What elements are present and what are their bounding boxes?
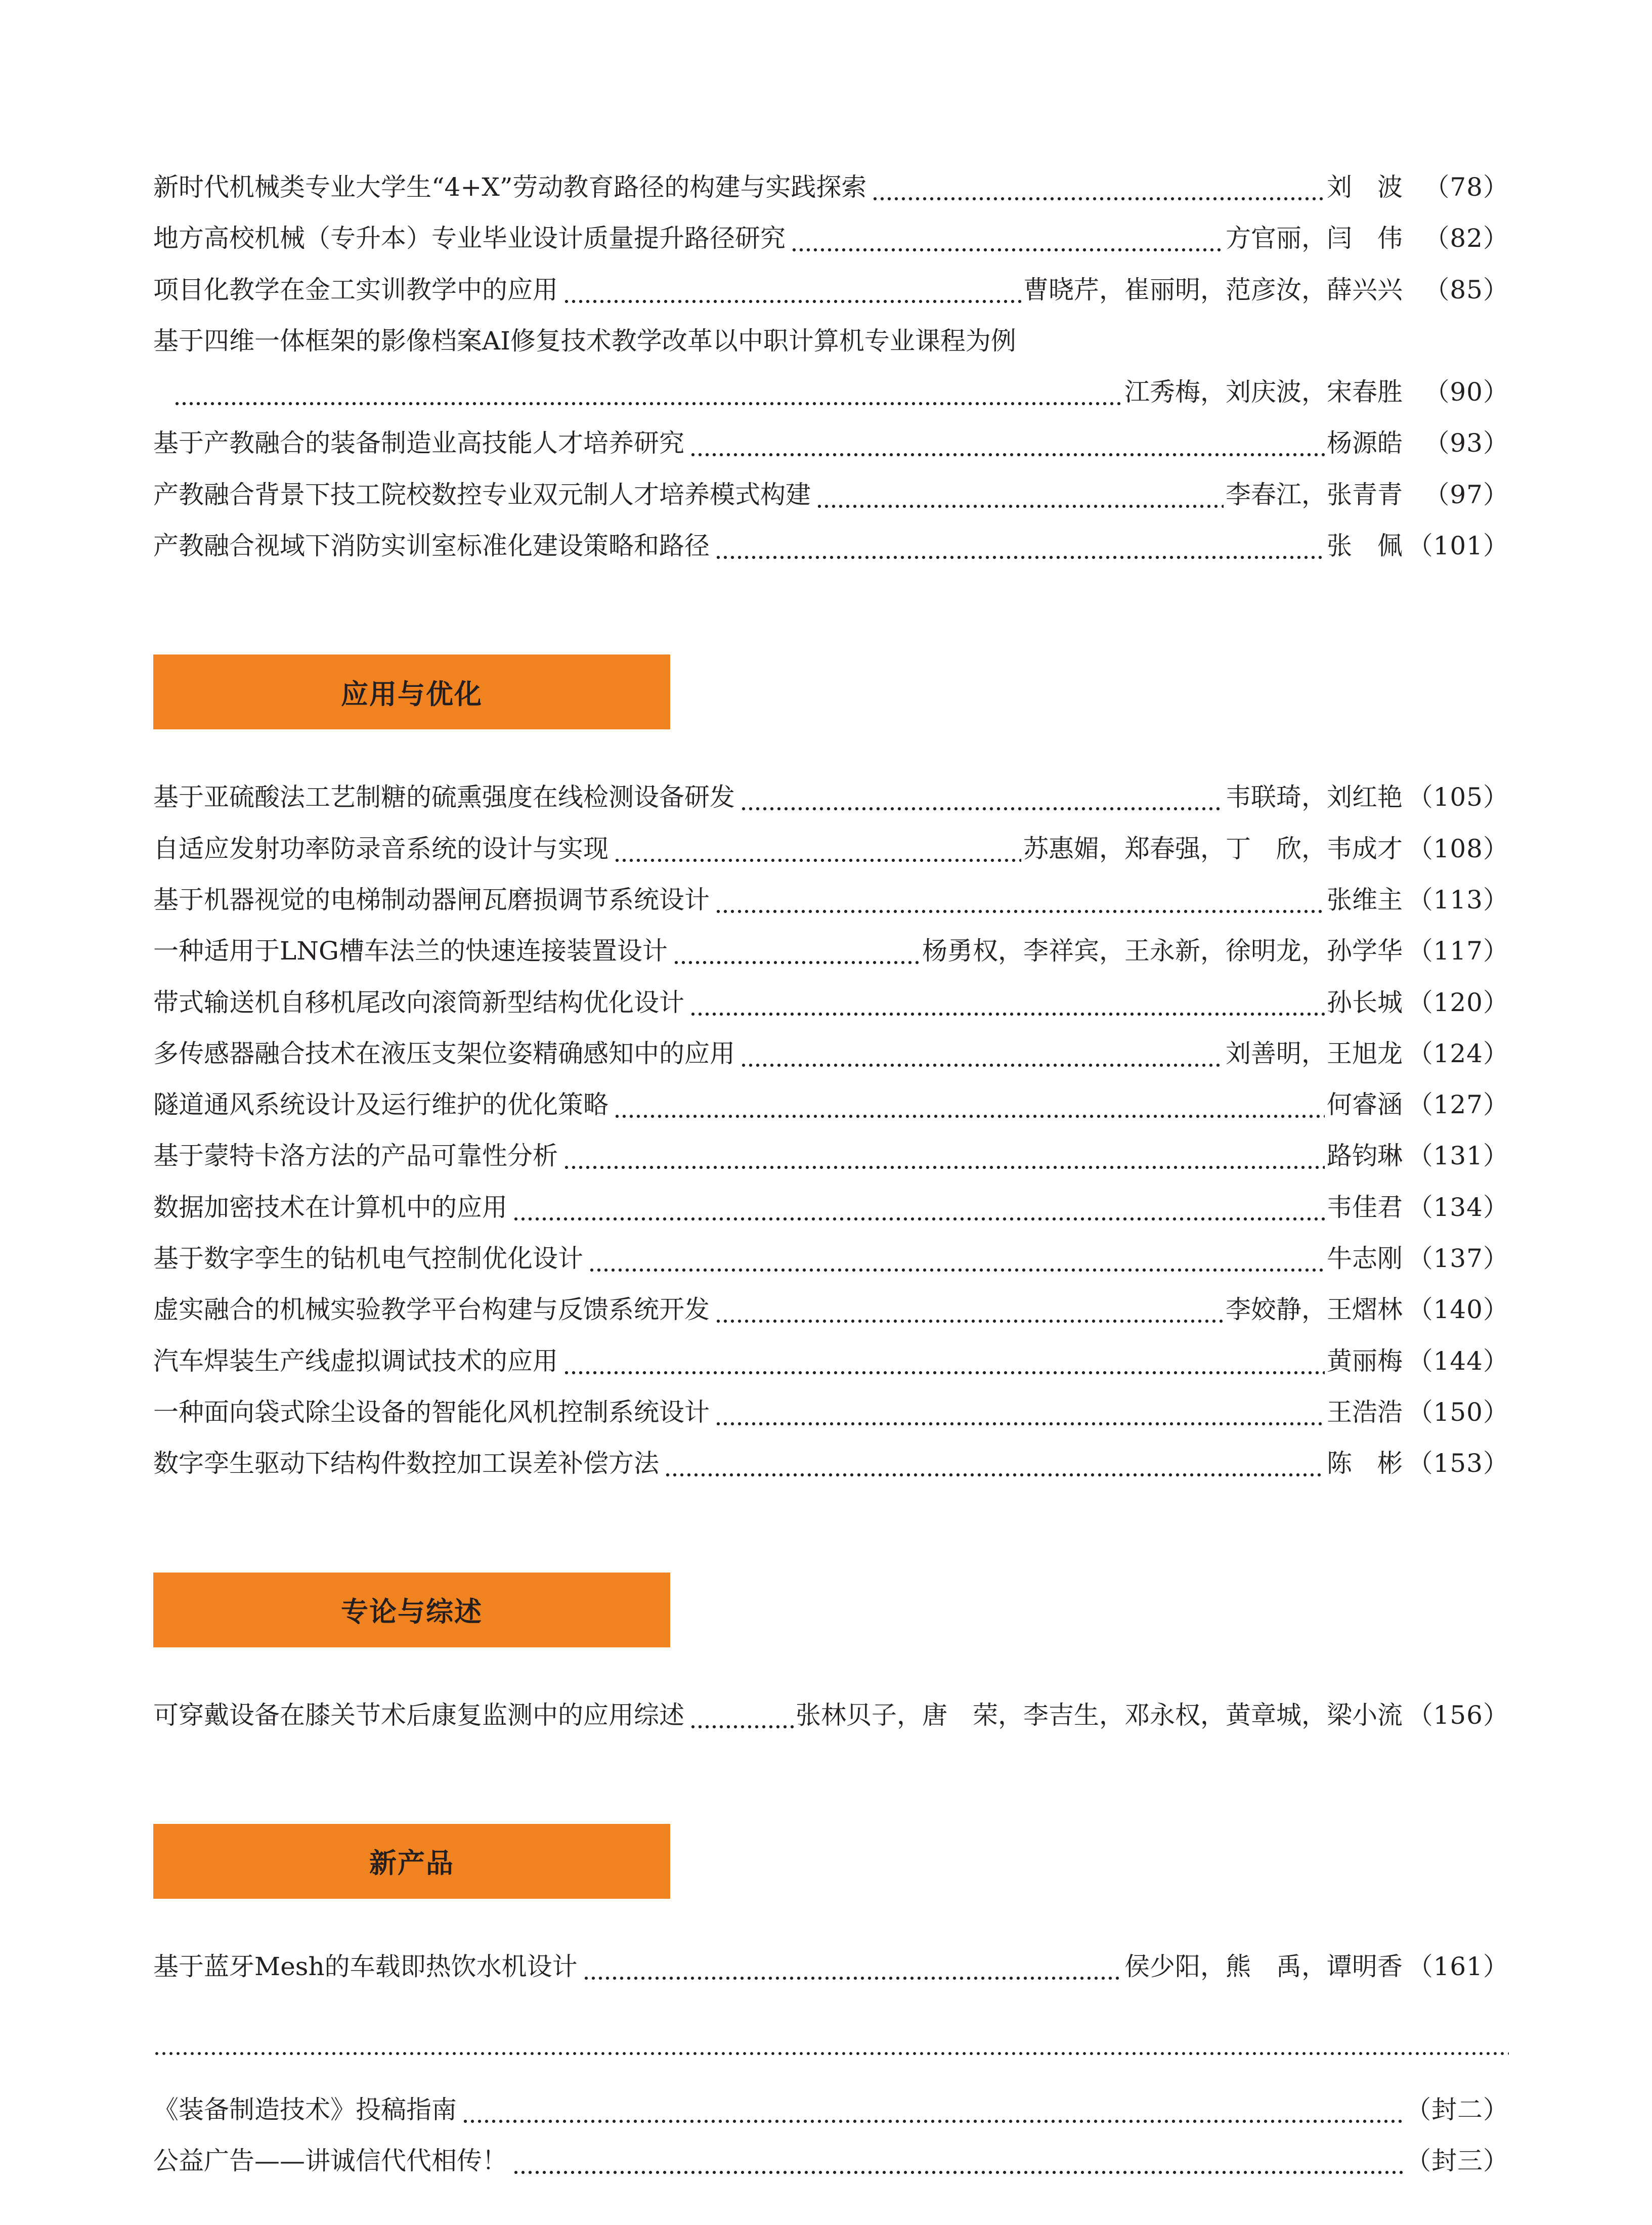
toc-entry[interactable] [153, 1182, 1509, 1233]
toc-misc-list [153, 2084, 1509, 2187]
dot-leader [563, 1336, 1325, 1387]
toc-page-number: （144） [1407, 1346, 1509, 1376]
toc-authors: 张林贝子，唐 荣，李吉生，邓永权，黄章城，梁小流 [796, 1700, 1403, 1730]
toc-section-list [153, 772, 1509, 1489]
toc-page-number: （134） [1407, 1192, 1509, 1222]
toc-entry[interactable] [153, 265, 1509, 316]
toc-page-number: （78） [1424, 172, 1509, 202]
toc-title: 可穿戴设备在膝关节术后康复监测中的应用综述 [153, 1700, 684, 1730]
toc-authors: 牛志刚 [1327, 1244, 1403, 1274]
toc-page-number: （127） [1407, 1090, 1509, 1120]
toc-title: 产教融合视域下消防实训室标准化建设策略和路径 [153, 531, 710, 561]
toc-authors: 李姣静，王熠林 [1226, 1295, 1403, 1325]
toc-page-number: （120） [1407, 987, 1509, 1017]
toc-title: 虚实融合的机械实验教学平台构建与反馈系统开发 [153, 1295, 710, 1325]
toc-title: 基于蓝牙Mesh的车载即热饮水机设计 [153, 1951, 578, 1981]
toc-title: 地方高校机械（专升本）专业毕业设计质量提升路径研究 [153, 224, 786, 253]
toc-title: 基于数字孪生的钻机电气控制优化设计 [153, 1244, 583, 1274]
toc-entry[interactable] [153, 1028, 1509, 1079]
toc-page-number: （97） [1424, 479, 1509, 509]
dot-leader [512, 1182, 1325, 1233]
toc-page-number: （153） [1407, 1449, 1509, 1478]
toc-title: 《装备制造技术》投稿指南 [153, 2095, 457, 2125]
table-of-contents [153, 162, 1509, 2187]
dot-leader [740, 1028, 1224, 1079]
toc-entry[interactable] [153, 1941, 1509, 1992]
toc-title: 基于四维一体框架的影像档案AI修复技术教学改革以中职计算机专业课程为例 [153, 326, 1016, 356]
toc-authors: 杨源皓 [1327, 428, 1403, 458]
toc-group-top [153, 162, 1509, 572]
section-heading: 专论与综述 [153, 1573, 670, 1647]
dot-leader [689, 1690, 794, 1741]
toc-entry[interactable] [153, 520, 1509, 572]
dot-leader [689, 418, 1325, 469]
toc-entry[interactable] [153, 469, 1509, 520]
toc-authors: 刘 波 [1327, 172, 1403, 202]
toc-entry[interactable] [153, 1284, 1509, 1335]
toc-page-number: （140） [1407, 1295, 1509, 1325]
toc-page-number: （131） [1407, 1141, 1509, 1171]
toc-authors: 孙长城 [1327, 987, 1403, 1017]
dot-leader [563, 265, 1021, 316]
dot-leader [614, 823, 1021, 875]
toc-authors: 刘善明，王旭龙 [1226, 1038, 1403, 1068]
toc-page-number: （108） [1407, 834, 1509, 863]
toc-entry[interactable] [153, 162, 1509, 213]
toc-entry[interactable] [153, 1438, 1509, 1489]
toc-entry[interactable] [153, 1233, 1509, 1284]
toc-entry[interactable] [153, 875, 1509, 926]
toc-entry[interactable] [153, 418, 1509, 469]
dot-leader [715, 1387, 1325, 1438]
section-heading: 新产品 [153, 1824, 670, 1899]
toc-section-list [153, 1941, 1509, 1992]
toc-title: 产教融合背景下技工院校数控专业双元制人才培养模式构建 [153, 479, 811, 509]
dot-leader [715, 875, 1325, 926]
toc-section-list [153, 1690, 1509, 1741]
section-header [153, 1573, 1509, 1647]
toc-authors: 张维主 [1327, 885, 1403, 914]
toc-entry[interactable] [153, 1387, 1509, 1438]
toc-authors: 韦联琦，刘红艳 [1226, 782, 1403, 812]
toc-page-number: （82） [1424, 224, 1509, 253]
dot-leader [512, 2135, 1404, 2187]
toc-title: 基于亚硫酸法工艺制糖的硫熏强度在线检测设备研发 [153, 782, 735, 812]
dot-leader [715, 520, 1325, 572]
toc-authors: 王浩浩 [1327, 1397, 1403, 1427]
dot-leader [462, 2084, 1404, 2135]
toc-page-number: （101） [1407, 531, 1509, 561]
toc-entry[interactable] [153, 2135, 1509, 2187]
toc-authors: 韦佳君 [1327, 1192, 1403, 1222]
toc-authors: 黄丽梅 [1327, 1346, 1403, 1376]
toc-page-number: （90） [1424, 377, 1509, 407]
toc-authors: 张 佩 [1327, 531, 1403, 561]
dot-leader [588, 1233, 1325, 1284]
dot-leader [583, 1941, 1122, 1992]
toc-page-number: （93） [1424, 428, 1509, 458]
dot-leader [563, 1130, 1325, 1182]
toc-authors: 方官丽，闫 伟 [1226, 224, 1403, 253]
toc-page-number: （封三） [1406, 2146, 1509, 2176]
toc-entry[interactable] [153, 823, 1509, 875]
toc-authors: 杨勇权，李祥宾，王永新，徐明龙，孙学华 [922, 936, 1403, 966]
toc-authors: 李春江，张青青 [1226, 479, 1403, 509]
toc-title: 一种适用于LNG槽车法兰的快速连接装置设计 [153, 936, 668, 966]
dot-leader [664, 1438, 1325, 1489]
toc-entry[interactable] [153, 1079, 1509, 1130]
toc-page-number: （161） [1407, 1951, 1509, 1981]
toc-title: 基于机器视觉的电梯制动器闸瓦磨损调节系统设计 [153, 885, 710, 914]
toc-title: 新时代机械类专业大学生“4+X”劳动教育路径的构建与实践探索 [153, 172, 867, 202]
toc-entry[interactable] [153, 2084, 1509, 2135]
toc-authors: 侯少阳，熊 禹，谭明香 [1124, 1951, 1403, 1981]
toc-title: 汽车焊装生产线虚拟调试技术的应用 [153, 1346, 558, 1376]
toc-title: 一种面向袋式除尘设备的智能化风机控制系统设计 [153, 1397, 710, 1427]
toc-title: 隧道通风系统设计及运行维护的优化策略 [153, 1090, 608, 1120]
dot-leader [673, 926, 920, 977]
toc-page-number: （124） [1407, 1038, 1509, 1068]
toc-entry[interactable] [153, 213, 1509, 264]
toc-title: 公益广告——讲诚信代代相传！ [153, 2146, 507, 2176]
toc-entry[interactable] [153, 1336, 1509, 1387]
toc-page-number: （150） [1407, 1397, 1509, 1427]
toc-authors: 何睿涵 [1327, 1090, 1403, 1120]
toc-authors: 曹晓芹，崔丽明，范彦汝，薛兴兴 [1023, 275, 1403, 304]
dot-leader [791, 213, 1224, 264]
dot-leader [816, 469, 1224, 520]
toc-page-number: （113） [1407, 885, 1509, 914]
toc-entry[interactable] [153, 926, 1509, 977]
toc-title: 带式输送机自移机尾改向滚筒新型结构优化设计 [153, 987, 684, 1017]
toc-entry[interactable] [153, 977, 1509, 1028]
dot-leader [173, 367, 1122, 418]
section-heading: 应用与优化 [153, 655, 670, 729]
toc-title: 基于蒙特卡洛方法的产品可靠性分析 [153, 1141, 558, 1171]
toc-page-number: （156） [1407, 1700, 1509, 1730]
toc-page-number: （117） [1407, 936, 1509, 966]
toc-title: 数据加密技术在计算机中的应用 [153, 1192, 507, 1222]
dotted-divider [153, 2052, 1509, 2055]
dot-leader [872, 162, 1325, 213]
toc-page-number: （封二） [1406, 2095, 1509, 2125]
toc-title: 数字孪生驱动下结构件数控加工误差补偿方法 [153, 1449, 659, 1478]
toc-authors: 苏惠媚，郑春强，丁 欣，韦成才 [1023, 834, 1403, 863]
toc-entry-two-line[interactable] [153, 316, 1509, 418]
toc-page-number: （105） [1407, 782, 1509, 812]
dot-leader [614, 1079, 1325, 1130]
toc-title: 项目化教学在金工实训教学中的应用 [153, 275, 558, 304]
toc-entry[interactable] [153, 1130, 1509, 1182]
toc-title: 多传感器融合技术在液压支架位姿精确感知中的应用 [153, 1038, 735, 1068]
dot-leader [689, 977, 1325, 1028]
section-header [153, 1824, 1509, 1899]
toc-authors: 江秀梅，刘庆波，宋春胜 [1124, 377, 1403, 407]
toc-page-number: （85） [1424, 275, 1509, 304]
toc-authors: 路钧琳 [1327, 1141, 1403, 1171]
toc-entry[interactable] [153, 772, 1509, 823]
toc-page-number: （137） [1407, 1244, 1509, 1274]
toc-title: 基于产教融合的装备制造业高技能人才培养研究 [153, 428, 684, 458]
dot-leader [740, 772, 1224, 823]
toc-authors: 陈 彬 [1327, 1449, 1403, 1478]
dot-leader [715, 1284, 1224, 1335]
section-header [153, 655, 1509, 729]
toc-entry[interactable] [153, 1690, 1509, 1741]
toc-title: 自适应发射功率防录音系统的设计与实现 [153, 834, 608, 863]
